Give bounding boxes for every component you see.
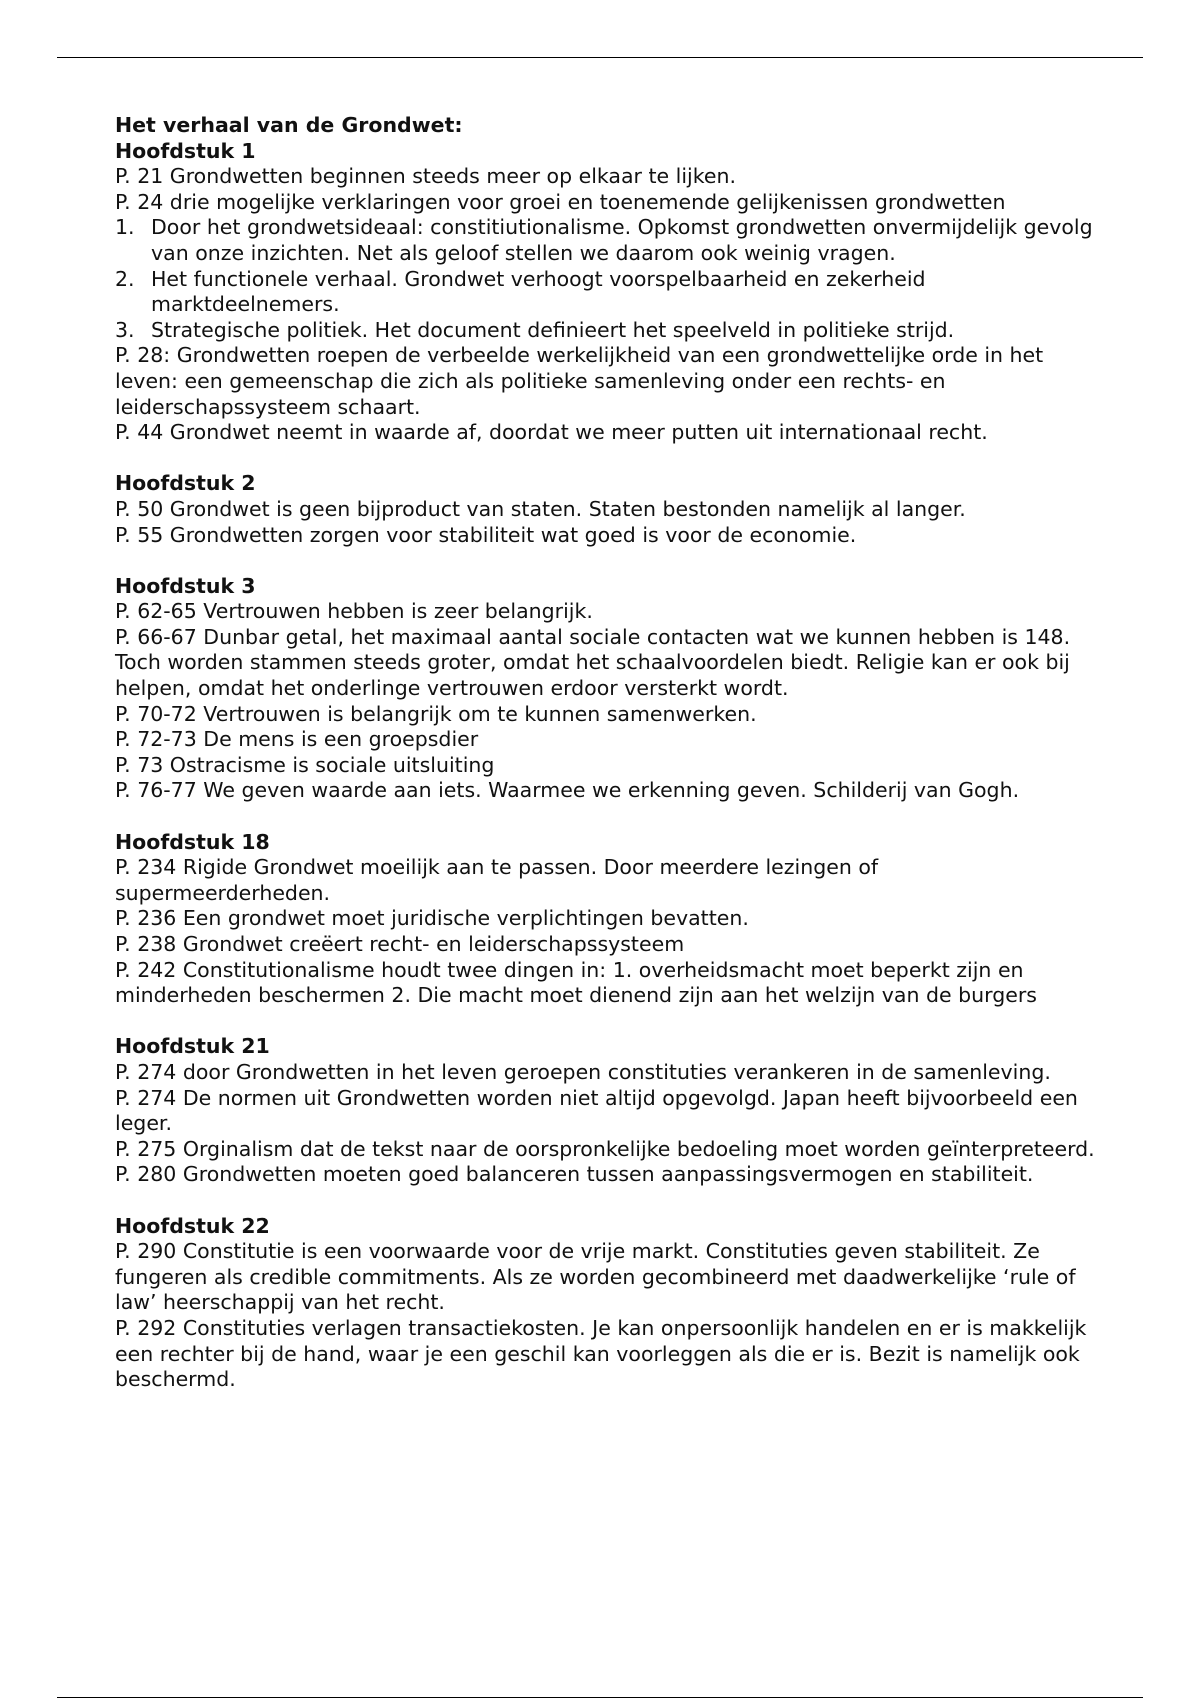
header-rule <box>57 57 1143 58</box>
chapter-2 <box>115 471 1095 548</box>
chapter-title: Hoofdstuk 22 <box>115 1213 270 1238</box>
note-paragraph: P. 66-67 Dunbar getal, het maximaal aantal sociale contacten wat we kunnen hebben is 148. Toch worden stammen steeds groter, omdat het schaalvoordelen biedt. Religie kan er ook bij helpen, omdat het onderlinge vertrouwen erdoor versterkt wordt. <box>115 624 1071 701</box>
note-paragraph: P. 21 Grondwetten beginnen steeds meer op elkaar te lijken. <box>115 164 736 189</box>
note-paragraph: P. 290 Constitutie is een voorwaarde voor de vrije markt. Constituties geven stabiliteit. Ze fungeren als credible commitments. Als ze worden gecombineerd met daadwerkelijke ‘rule of law’ heerschappij van het recht. <box>115 1239 1076 1315</box>
list-number: 3. <box>115 317 135 342</box>
list-item <box>115 215 1095 266</box>
chapter-3 <box>115 574 1095 804</box>
list-text: Strategische politiek. Het document definieert het speelveld in politieke strijd. <box>151 317 955 342</box>
document-body <box>115 113 1095 1393</box>
note-paragraph: P. 292 Constituties verlagen transactiekosten. Je kan onpersoonlijk handelen en er is makkelijk een rechter bij de hand, waar je een geschil kan voorleggen als die er is. Bezit is namelijk ook beschermd. <box>115 1315 1087 1392</box>
note-paragraph: P. 242 Constitutionalisme houdt twee dingen in: 1. overheidsmacht moet beperkt zijn en minderheden beschermen 2. Die macht moet dienend zijn aan het welzijn van de burgers <box>115 957 1037 1008</box>
note-paragraph: P. 274 door Grondwetten in het leven geroepen constituties verankeren in de samenleving. <box>115 1059 1051 1084</box>
note-paragraph: P. 24 drie mogelijke verklaringen voor groei en toenemende gelijkenissen grondwetten <box>115 189 1006 214</box>
list-item <box>115 318 1095 344</box>
chapter-18 <box>115 830 1095 1009</box>
note-paragraph: P. 76-77 We geven waarde aan iets. Waarmee we erkenning geven. Schilderij van Gogh. <box>115 778 1020 803</box>
list-number: 1. <box>115 215 135 240</box>
chapter-title: Hoofdstuk 3 <box>115 573 256 598</box>
note-paragraph: P. 28: Grondwetten roepen de verbeelde werkelijkheid van een grondwettelijke orde in het leven: een gemeenschap die zich als politieke samenleving onder een rechts- en leiderschapssysteem schaart. <box>115 343 1044 419</box>
chapter-1 <box>115 139 1095 446</box>
list-text: Door het grondwetsideaal: constitiutionalisme. Opkomst grondwetten onvermijdelijk gevolg van onze inzichten. Net als geloof stellen we daarom ook weinig vragen. <box>151 215 1093 265</box>
note-paragraph: P. 238 Grondwet creëert recht- en leiderschapssysteem <box>115 932 685 956</box>
note-paragraph: P. 73 Ostracisme is sociale uitsluiting <box>115 752 495 777</box>
chapter-21 <box>115 1034 1095 1188</box>
list-text: Het functionele verhaal. Grondwet verhoogt voorspelbaarheid en zekerheid marktdeelnemers. <box>151 266 926 317</box>
note-paragraph: P. 275 Orginalism dat de tekst naar de oorspronkelijke bedoeling moet worden geïnterpreteerd. <box>115 1136 1095 1161</box>
chapter-title: Hoofdstuk 1 <box>115 138 256 163</box>
list-item <box>115 267 1095 318</box>
note-paragraph: P. 236 Een grondwet moet juridische verplichtingen bevatten. <box>115 906 749 931</box>
chapter-title: Hoofdstuk 18 <box>115 829 270 854</box>
note-paragraph: P. 72-73 De mens is een groepsdier <box>115 727 479 752</box>
note-paragraph: P. 280 Grondwetten moeten goed balanceren tussen aanpassingsvermogen en stabiliteit. <box>115 1162 1034 1187</box>
numbered-list <box>115 215 1095 343</box>
note-paragraph: P. 50 Grondwet is geen bijproduct van staten. Staten bestonden namelijk al langer. <box>115 496 966 521</box>
note-paragraph: P. 44 Grondwet neemt in waarde af, doordat we meer putten uit internationaal recht. <box>115 420 988 445</box>
footer-rule <box>57 1697 1143 1698</box>
chapter-22 <box>115 1214 1095 1393</box>
note-paragraph: P. 70-72 Vertrouwen is belangrijk om te kunnen samenwerken. <box>115 701 757 726</box>
document-title: Het verhaal van de Grondwet: <box>115 113 463 137</box>
note-paragraph: P. 62-65 Vertrouwen hebben is zeer belangrijk. <box>115 599 593 624</box>
chapter-title: Hoofdstuk 2 <box>115 471 256 496</box>
list-number: 2. <box>115 266 135 291</box>
note-paragraph: P. 234 Rigide Grondwet moeilijk aan te passen. Door meerdere lezingen of supermeerderheden. <box>115 855 879 905</box>
note-paragraph: P. 274 De normen uit Grondwetten worden niet altijd opgevolgd. Japan heeft bijvoorbeeld een leger. <box>115 1085 1078 1136</box>
chapter-title: Hoofdstuk 21 <box>115 1034 270 1059</box>
note-paragraph: P. 55 Grondwetten zorgen voor stabiliteit wat goed is voor de economie. <box>115 522 857 547</box>
